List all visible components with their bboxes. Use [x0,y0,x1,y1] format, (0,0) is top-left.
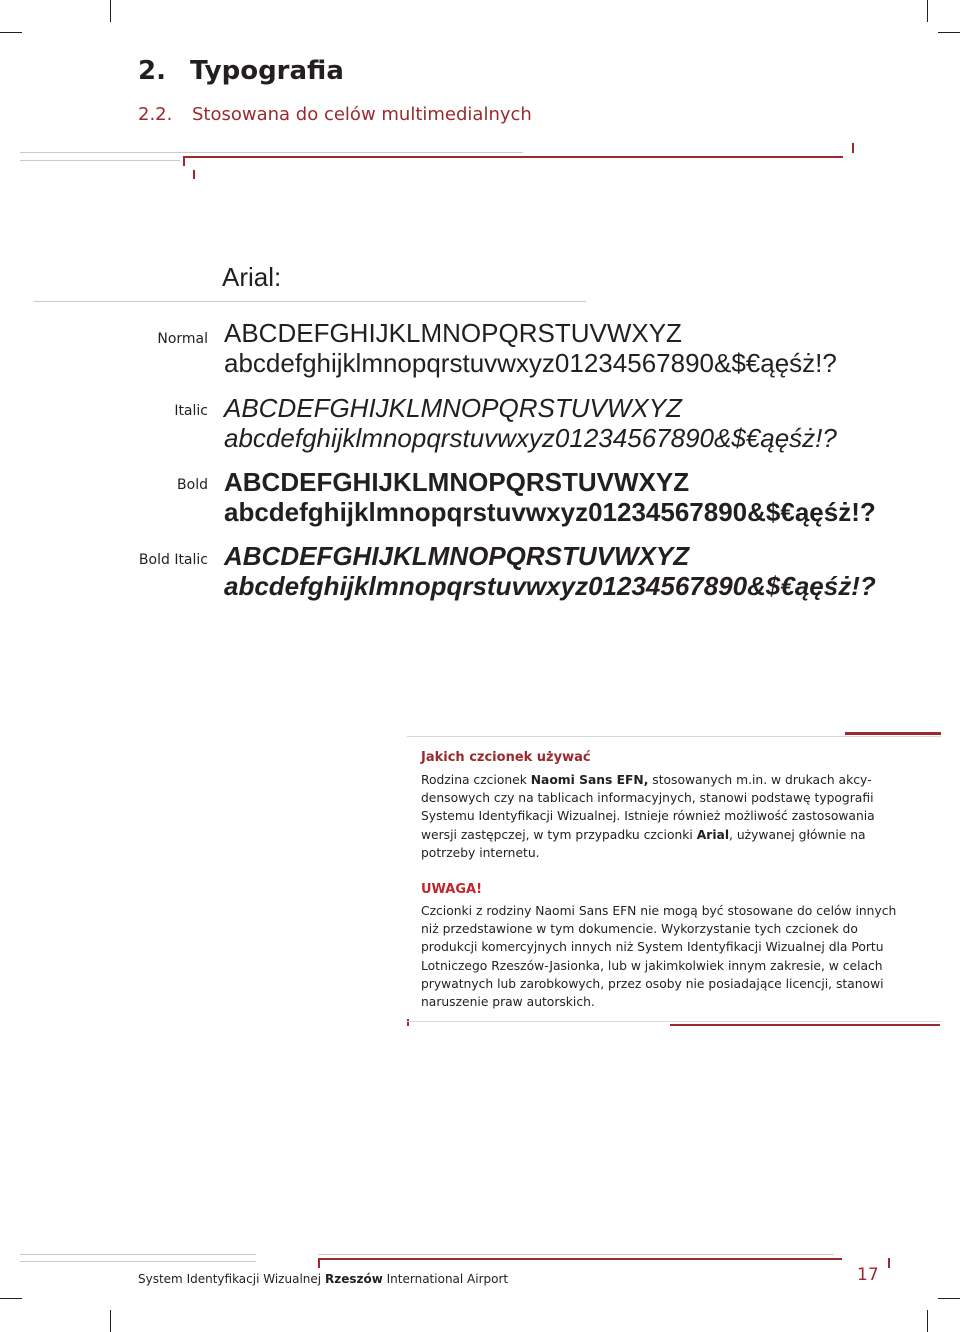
para-emphasis-arial: Arial [696,827,730,842]
header-rule-grey [20,152,523,153]
info-box-bottom-rule [670,1024,940,1026]
specimen-bold [224,467,876,527]
crop-mark-bottom-left [110,1310,111,1332]
crop-mark-bottom-right [927,1310,928,1332]
crop-mark-bottom-right-h [938,1298,960,1299]
specimen-italic [224,393,837,453]
chapter-heading [138,56,344,86]
style-label-normal: Normal [157,331,208,347]
specimen-normal-upper: ABCDEFGHIJKLMNOPQRSTUVWXYZ [224,318,682,348]
para-emphasis-naomi: Naomi Sans EFN, [530,773,649,787]
crop-mark-top-right-h [938,32,960,33]
chapter-title: Typografia [190,56,344,86]
font-name-title: Arial: [222,262,282,292]
footer-tick-right [888,1258,890,1268]
header-rule-left [20,160,180,161]
footer-brand-rest: International Airport [382,1272,509,1286]
specimen-bold-italic [224,541,876,601]
info-box-top-rule-grey [407,736,941,737]
specimen-bold-italic-upper: ABCDEFGHIJKLMNOPQRSTUVWXYZ [224,541,690,571]
specimen-bold-lower: abcdefghijklmnopqrstuvwxyz01234567890&$€ąęśż!? [224,497,876,527]
section-title: Stosowana do celów multimedialnych [192,104,532,125]
footer-left-text: System Identyfikacji Wizualnej [138,1272,322,1286]
style-label-bold-italic: Bold Italic [138,552,208,568]
para-text: , używanej głównie na potrzeby internetu. [421,827,866,860]
crop-mark-top-left [110,0,111,22]
section-number: 2.2. [138,104,173,125]
specimen-bold-italic-lower: abcdefghijklmnopqrstuvwxyz01234567890&$€ąęśż!? [224,571,876,601]
footer-rule-red [318,1258,842,1260]
specimen-normal-lower: abcdefghijklmnopqrstuvwxyz01234567890&$€ąęśż!? [224,348,837,378]
specimen-italic-lower: abcdefghijklmnopqrstuvwxyz01234567890&$€ąęśż!? [224,423,837,453]
header-rule-red [183,156,843,158]
crop-mark-bottom-left-h [0,1298,22,1299]
footer-tick-left [318,1258,320,1268]
footer-brand-bold: Rzeszów [325,1272,383,1286]
style-label-bold: Bold [177,477,208,493]
warning-title: UWAGA! [421,882,483,897]
specimen-normal [224,318,837,378]
footer-rule-grey [20,1254,256,1255]
page-number: 17 [857,1265,879,1285]
para-text: stosowanych m.in. w drukach akcydensowych czy na tablicach informacyjnych, stanowi podstawę typografii Systemu Identyfikacji Wizualnej. Istnieje również możliwość zastosowania wersji zastępczej, w tym przypadku czcionki [421,773,875,842]
para-text: Rodzina czcionek [421,773,531,787]
info-box-title: Jakich czcionek używać [421,750,591,765]
info-box-bottom-rule-grey [407,1021,941,1022]
footer-rule-left [20,1261,256,1262]
crop-mark-top-left-h [0,32,22,33]
footer-brand [325,1272,508,1286]
chapter-number: 2. [138,56,166,86]
specimen-italic-upper: ABCDEFGHIJKLMNOPQRSTUVWXYZ [224,393,682,423]
crop-mark-top-right [927,0,928,22]
header-tick-left [183,156,185,166]
info-box-paragraph [421,771,901,862]
section-heading [138,104,532,125]
font-title-rule [34,301,586,302]
specimen-bold-upper: ABCDEFGHIJKLMNOPQRSTUVWXYZ [224,467,690,497]
header-tick-right [852,143,854,153]
info-box-top-rule [845,732,941,735]
warning-paragraph: Czcionki z rodziny Naomi Sans EFN nie mogą być stosowane do celów innych niż przedstawione w tym dokumencie. Wykorzystanie tych czcionek do produkcji komercyjnych innych niż System Identyfikacji Wizualnej dla Portu Lotniczego Rzeszów-Jasionka, lub w jakimkolwiek innym zakresie, w celach prywatnych lub zarobkowych, przez osoby nie posiadające licencji, stanowi naruszenie praw autorskich. [421,904,897,1010]
footer-rule-grey-right [318,1254,834,1255]
style-label-italic: Italic [174,403,208,419]
header-tick-mid [193,170,195,179]
